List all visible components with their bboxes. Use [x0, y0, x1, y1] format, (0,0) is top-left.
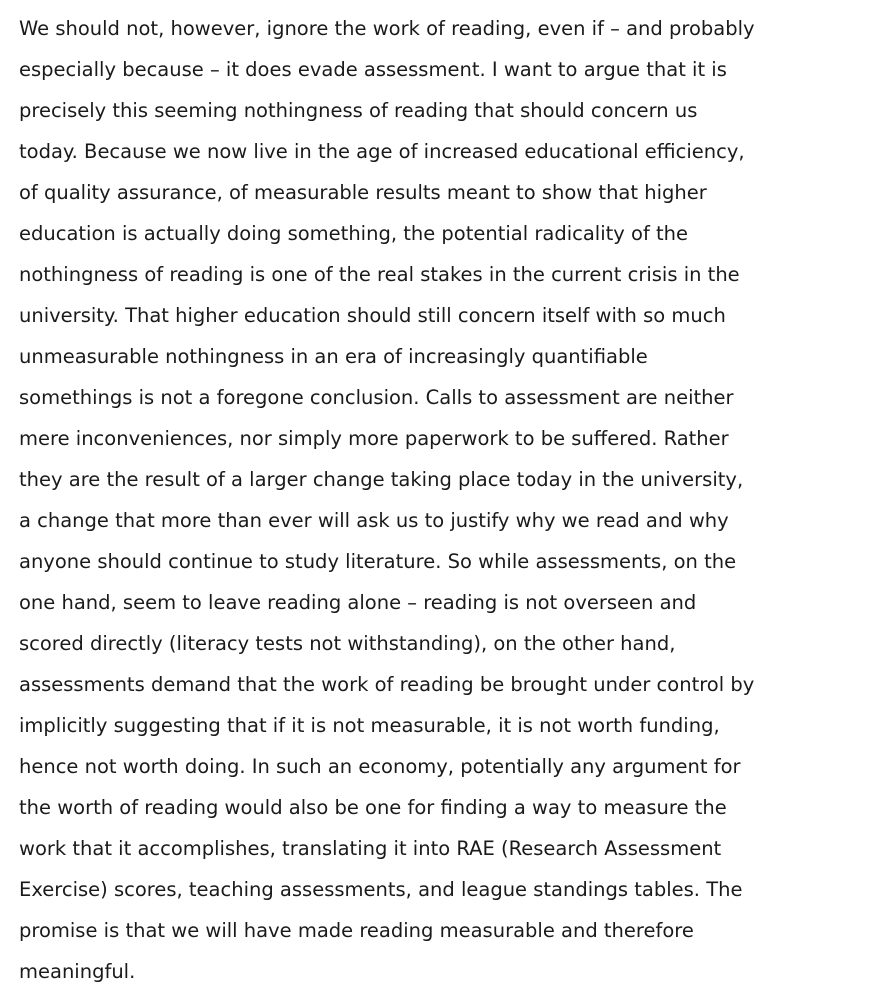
document-page: [19, 8, 859, 992]
paragraph-line: especially because – it does evade assessment. I want to argue that it is: [19, 58, 727, 81]
body-paragraph: [19, 8, 859, 992]
paragraph-line: implicitly suggesting that if it is not measurable, it is not worth funding,: [19, 714, 720, 737]
paragraph-line: the worth of reading would also be one for finding a way to measure the: [19, 796, 727, 819]
paragraph-line: promise is that we will have made reading measurable and therefore: [19, 919, 694, 942]
paragraph-line: scored directly (literacy tests not withstanding), on the other hand,: [19, 632, 676, 655]
paragraph-line: a change that more than ever will ask us to justify why we read and why: [19, 509, 729, 532]
paragraph-line: somethings is not a foregone conclusion. Calls to assessment are neither: [19, 386, 734, 409]
paragraph-line: meaningful.: [19, 960, 136, 983]
paragraph-line: today. Because we now live in the age of increased educational efficiency,: [19, 140, 745, 163]
paragraph-line: hence not worth doing. In such an economy, potentially any argument for: [19, 755, 741, 778]
paragraph-line: anyone should continue to study literature. So while assessments, on the: [19, 550, 737, 573]
paragraph-line: assessments demand that the work of reading be brought under control by: [19, 673, 755, 696]
paragraph-line: nothingness of reading is one of the real stakes in the current crisis in the: [19, 263, 740, 286]
paragraph-line: precisely this seeming nothingness of reading that should concern us: [19, 99, 698, 122]
paragraph-line: one hand, seem to leave reading alone – reading is not overseen and: [19, 591, 697, 614]
paragraph-line: unmeasurable nothingness in an era of increasingly quantifiable: [19, 345, 648, 368]
paragraph-line: We should not, however, ignore the work of reading, even if – and probably: [19, 17, 755, 40]
paragraph-line: of quality assurance, of measurable results meant to show that higher: [19, 181, 707, 204]
paragraph-line: Exercise) scores, teaching assessments, and league standings tables. The: [19, 878, 743, 901]
paragraph-line: education is actually doing something, the potential radicality of the: [19, 222, 689, 245]
paragraph-line: university. That higher education should still concern itself with so much: [19, 304, 726, 327]
paragraph-line: work that it accomplishes, translating it into RAE (Research Assessment: [19, 837, 722, 860]
paragraph-line: mere inconveniences, nor simply more paperwork to be suffered. Rather: [19, 427, 729, 450]
paragraph-line: they are the result of a larger change taking place today in the university,: [19, 468, 744, 491]
